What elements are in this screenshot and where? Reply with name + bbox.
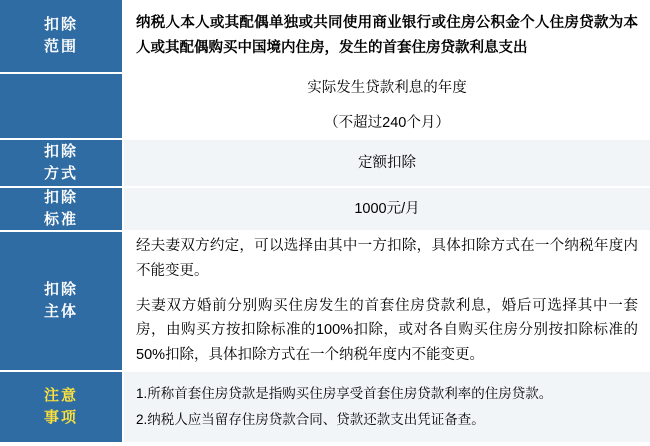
row-label-line-1: 扣除 — [43, 142, 78, 160]
table-row — [0, 0, 650, 74]
row-label-line-1: 扣除 — [43, 188, 78, 206]
table-row — [0, 188, 650, 232]
row-label-method — [0, 140, 124, 186]
row-label-notes — [0, 372, 124, 442]
row-text: 实际发生贷款利息的年度 — [307, 80, 467, 97]
row-content-scope — [124, 0, 650, 72]
row-text-secondary: 夫妻双方婚前分别购买住房发生的首套住房贷款利息，婚后可选择其中一套房，由购买方按扣除标准的100%扣除，或对各自购买住房分别按扣除标准的50%扣除，具体扣除方式在一个纳税年度内不能变更。 — [136, 297, 638, 363]
row-label-line-2: 标准 — [43, 211, 78, 228]
row-label-line-2: 主体 — [43, 303, 78, 320]
row-text-secondary: （不超过240个月） — [324, 115, 450, 131]
table-row — [0, 140, 650, 188]
row-label-subject — [0, 232, 124, 370]
note-item: 2.纳税人应当留存住房贷款合同、贷款还款支出凭证备查。 — [136, 412, 485, 427]
row-label-standard — [0, 188, 124, 230]
row-label-line-2: 方式 — [43, 165, 78, 182]
row-content-standard — [124, 188, 650, 230]
row-label-scope — [0, 0, 124, 72]
row-label-line-1: 扣除 — [43, 280, 78, 298]
table-row — [0, 232, 650, 372]
table-row — [0, 372, 650, 442]
row-content-notes — [124, 372, 650, 442]
row-text: 1000元/月 — [354, 200, 420, 217]
row-text: 定额扣除 — [358, 154, 416, 171]
row-label-line-2: 事项 — [43, 409, 78, 426]
note-item: 1.所称首套住房贷款是指购买住房享受首套住房贷款利率的住房贷款。 — [136, 386, 553, 402]
table-row — [0, 74, 650, 140]
row-label-line-1: 注意 — [43, 386, 78, 404]
row-label-line-1: 扣除 — [43, 15, 78, 33]
row-content-period — [124, 74, 650, 138]
row-text: 纳税人本人或其配偶单独或共同使用商业银行或住房公积金个人住房贷款为本人或其配偶购买中国境内住房，发生的首套住房贷款利息支出 — [136, 15, 638, 56]
row-content-method — [124, 140, 650, 186]
row-label-line-2: 范围 — [43, 38, 78, 55]
row-content-subject — [124, 232, 650, 370]
row-label-period — [0, 74, 124, 138]
row-text: 经夫妻双方约定，可以选择由其中一方扣除，具体扣除方式在一个纳税年度内不能变更。 — [136, 238, 638, 280]
